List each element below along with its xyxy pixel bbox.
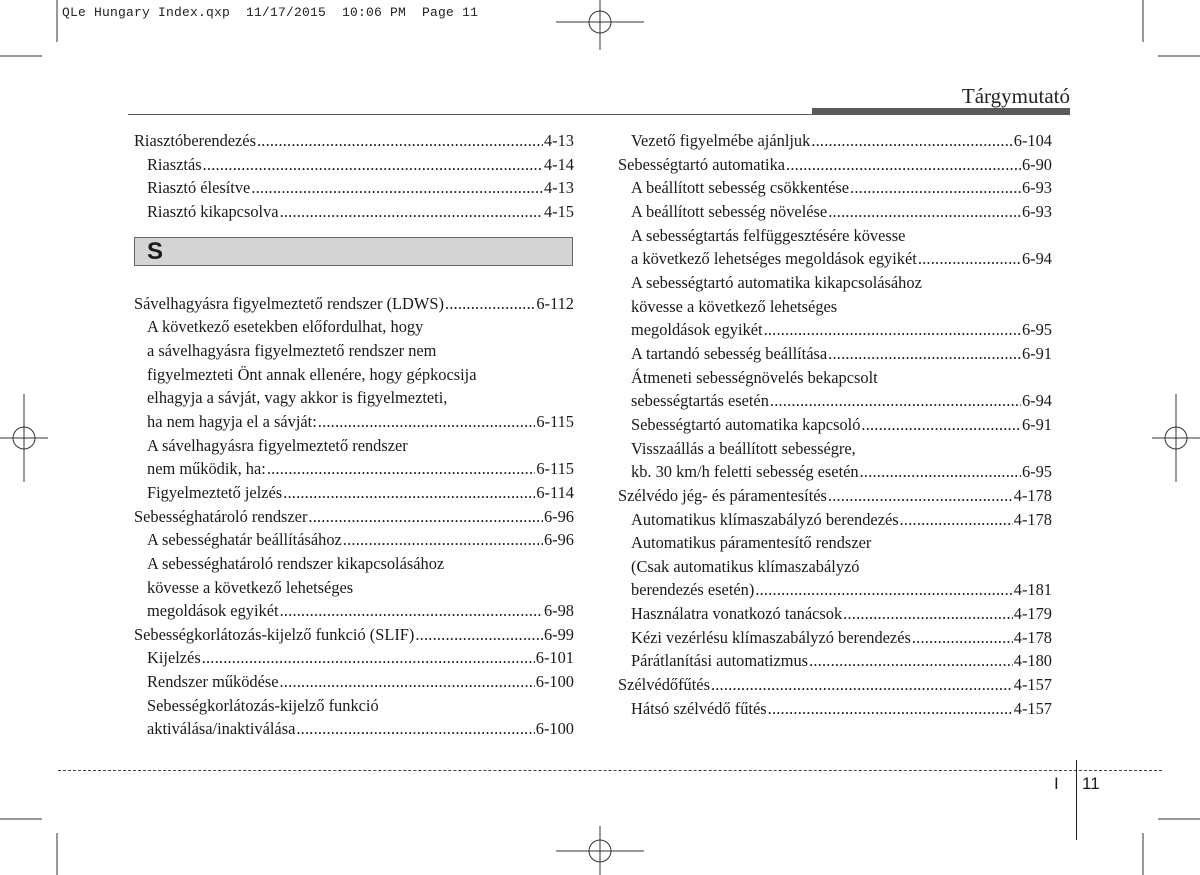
index-entry-text: Automatikus páramentesítő rendszer (631, 533, 872, 553)
index-entry-page: 4-180 (1013, 651, 1052, 671)
index-group-right (618, 129, 1052, 720)
leader-dots (343, 528, 543, 552)
index-entry-page: 6-98 (543, 601, 574, 621)
index-entry-text: A sebességtartó automatika kikapcsolásához (631, 272, 922, 292)
leader-dots (283, 481, 535, 505)
index-entry-text: Riasztóberendezés (134, 131, 256, 150)
leader-dots (828, 342, 1021, 366)
index-entry-text: megoldások egyikét (631, 320, 763, 340)
index-entry-page: 6-100 (535, 719, 574, 739)
leader-dots (318, 410, 536, 434)
footer-section-label: I (1054, 774, 1059, 793)
index-entry-text: elhagyja a sávját, vagy akkor is figyelmezteti, (147, 388, 448, 408)
page-number: 11 (1082, 774, 1100, 793)
index-entry-page: 4-14 (543, 154, 574, 174)
index-column-right (618, 129, 1052, 720)
leader-dots (308, 505, 543, 529)
index-entry (134, 434, 574, 458)
index-entry-page: 4-178 (1013, 509, 1052, 529)
leader-dots (296, 717, 534, 741)
index-entry-text: A tartandó sebesség beállítása (631, 343, 828, 363)
index-entry (134, 670, 574, 694)
index-entry (618, 484, 1052, 508)
index-entry-page: 4-157 (1013, 698, 1052, 718)
index-entry-page: 6-99 (543, 624, 574, 644)
index-entry (134, 528, 574, 552)
index-entry (618, 673, 1052, 697)
index-entry-page: 4-13 (543, 178, 574, 198)
index-entry (134, 386, 574, 410)
leader-dots (711, 673, 1013, 697)
leader-dots (809, 649, 1013, 673)
index-entry (134, 339, 574, 363)
index-entry-page: 6-115 (536, 411, 574, 431)
index-entry (134, 717, 574, 741)
index-entry-text: Szélvédo jég- és páramentesítés (618, 485, 827, 505)
index-entry-text: Riasztás (147, 154, 202, 174)
index-entry (134, 410, 574, 434)
index-entry (134, 200, 574, 224)
index-entry-page: 6-93 (1021, 178, 1052, 198)
footer-separator (1076, 760, 1077, 840)
index-entry (134, 576, 574, 600)
header-rule (128, 114, 1070, 115)
index-entry (618, 153, 1052, 177)
index-entry-text: Figyelmeztető jelzés (147, 482, 283, 502)
leader-dots (764, 318, 1021, 342)
index-entry-page: 4-178 (1013, 627, 1052, 647)
index-entry-page: 4-179 (1013, 604, 1052, 624)
index-entry-page: 6-93 (1021, 201, 1052, 221)
leader-dots (257, 129, 543, 153)
leader-dots (770, 389, 1021, 413)
index-entry-page: 6-90 (1021, 154, 1052, 174)
index-entry-text: Átmeneti sebességnövelés bekapcsolt (631, 367, 878, 387)
leader-dots (861, 413, 1021, 437)
index-entry (618, 295, 1052, 319)
index-entry (618, 247, 1052, 271)
index-entry-page: 6-91 (1021, 414, 1052, 434)
index-entry-text: A sebességhatár beállításához (147, 530, 342, 550)
leader-dots (280, 599, 543, 623)
leader-dots (786, 153, 1021, 177)
index-entry-text: aktiválása/inaktiválása (147, 719, 296, 739)
index-entry (134, 176, 574, 200)
index-entry (618, 437, 1052, 461)
index-entry-text: figyelmezteti Önt annak ellenére, hogy gépkocsija (147, 364, 477, 384)
leader-dots (202, 646, 535, 670)
index-entry (618, 602, 1052, 626)
index-entry-text: Riasztó élesítve (147, 178, 251, 198)
index-entry (134, 153, 574, 177)
index-entry-page: 6-96 (543, 530, 574, 550)
index-entry (134, 315, 574, 339)
index-entry-text: megoldások egyikét (147, 601, 279, 621)
index-entry-text: Hátsó szélvédő fűtés (631, 698, 767, 718)
index-group-s (134, 292, 574, 741)
index-entry-page: 6-101 (535, 648, 574, 668)
registration-mark-bottom (556, 826, 644, 875)
leader-dots (768, 697, 1013, 721)
index-entry (618, 413, 1052, 437)
index-entry-text: A következő esetekben előfordulhat, hogy (147, 317, 424, 337)
index-entry (134, 292, 574, 316)
section-letter-box (134, 237, 573, 266)
index-entry-text: Kijelzés (147, 648, 201, 668)
index-entry-text: Kézi vezérlésu klímaszabályzó berendezés (631, 627, 911, 647)
index-entry (618, 176, 1052, 200)
index-entry-text: Sávelhagyásra figyelmeztető rendszer (LDWS) (134, 293, 444, 313)
index-entry-page: 6-91 (1021, 343, 1052, 363)
index-entry-page: 6-112 (536, 293, 574, 313)
index-entry-page: 6-94 (1021, 249, 1052, 269)
index-entry-text: Sebességkorlátozás-kijelző funkció (SLIF) (134, 624, 415, 644)
index-entry-text: A beállított sebesség növelése (631, 201, 828, 221)
index-entry-text: nem működik, ha: (147, 459, 266, 479)
leader-dots (251, 176, 543, 200)
index-entry (618, 578, 1052, 602)
leader-dots (445, 292, 535, 316)
index-entry (134, 599, 574, 623)
footer-dashed-rule (58, 770, 1162, 771)
index-entry-page: 6-94 (1021, 391, 1052, 411)
index-entry-text: a következő lehetséges megoldások egyikét (631, 249, 917, 269)
index-entry (618, 200, 1052, 224)
leader-dots (900, 508, 1013, 532)
index-entry (134, 363, 574, 387)
index-entry-page: 6-100 (535, 672, 574, 692)
index-column-left (134, 129, 574, 741)
index-entry (134, 646, 574, 670)
registration-mark-left (0, 394, 48, 482)
index-entry-text: kb. 30 km/h feletti sebesség esetén (631, 462, 859, 482)
registration-mark-right (1152, 394, 1200, 482)
leader-dots (828, 200, 1021, 224)
index-entry-text: Sebességtartó automatika kapcsoló (631, 414, 861, 434)
index-entry-text: Sebességhatároló rendszer (134, 506, 308, 526)
index-entry-text: Automatikus klímaszabályzó berendezés (631, 509, 899, 529)
index-entry (618, 129, 1052, 153)
index-entry-text: Visszaállás a beállított sebességre, (631, 438, 856, 458)
index-entry-text: A sebességhatároló rendszer kikapcsolásához (147, 553, 445, 573)
index-entry-text: Szélvédőfűtés (618, 675, 710, 695)
index-entry (618, 460, 1052, 484)
leader-dots (918, 247, 1021, 271)
page-title: Tárgymutató (961, 84, 1070, 108)
index-entry (618, 318, 1052, 342)
index-entry-text: ha nem hagyja el a sávját: (147, 411, 317, 431)
leader-dots (203, 153, 543, 177)
index-entry (618, 342, 1052, 366)
leader-dots (828, 484, 1013, 508)
index-entry (134, 457, 574, 481)
leader-dots (843, 602, 1013, 626)
index-entry (618, 649, 1052, 673)
index-entry (134, 129, 574, 153)
index-entry-text: a sávelhagyásra figyelmeztető rendszer nem (147, 340, 437, 360)
index-entry (618, 626, 1052, 650)
index-entry (134, 552, 574, 576)
index-entry (134, 481, 574, 505)
registration-mark-top (556, 0, 644, 50)
index-entry (618, 389, 1052, 413)
index-entry-page: 4-15 (543, 201, 574, 221)
leader-dots (755, 578, 1012, 602)
index-entry-page: 4-13 (543, 131, 574, 150)
leader-dots (811, 129, 1012, 153)
index-entry-text: kövesse a következő lehetséges (631, 296, 838, 316)
index-entry-text: Használatra vonatkozó tanácsok (631, 604, 843, 624)
leader-dots (860, 460, 1021, 484)
index-entry (134, 623, 574, 647)
index-entry-page: 4-181 (1013, 580, 1052, 600)
index-entry (618, 271, 1052, 295)
index-entry (618, 531, 1052, 555)
index-entry (134, 694, 574, 718)
leader-dots (415, 623, 543, 647)
leader-dots (850, 176, 1021, 200)
index-entry (134, 505, 574, 529)
index-entry-text: Sebességkorlátozás-kijelző funkció (147, 695, 379, 715)
index-entry-text: Párátlanítási automatizmus (631, 651, 809, 671)
index-entry-text: sebességtartás esetén (631, 391, 769, 411)
index-entry (618, 366, 1052, 390)
index-entry-page: 4-157 (1013, 675, 1052, 695)
index-entry-text: berendezés esetén) (631, 580, 755, 600)
section-letter: S (147, 237, 164, 265)
index-entry-text: A sávelhagyásra figyelmeztető rendszer (147, 435, 408, 455)
index-entry-page: 6-114 (536, 482, 574, 502)
index-entry-text: Rendszer működése (147, 672, 279, 692)
index-entry-text: (Csak automatikus klímaszabályzó (631, 556, 860, 576)
index-group-r (134, 129, 574, 224)
index-entry (618, 697, 1052, 721)
index-entry (618, 224, 1052, 248)
leader-dots (280, 200, 543, 224)
index-entry-page: 6-104 (1013, 131, 1052, 150)
index-entry-text: Riasztó kikapcsolva (147, 201, 279, 221)
leader-dots (912, 626, 1013, 650)
index-entry-text: Sebességtartó automatika (618, 154, 786, 174)
leader-dots (280, 670, 535, 694)
index-entry-text: A sebességtartás felfüggesztésére kövesse (631, 225, 906, 245)
leader-dots (267, 457, 536, 481)
index-entry-page: 4-178 (1013, 485, 1052, 505)
index-entry-page: 6-95 (1021, 462, 1052, 482)
index-entry-text: Vezető figyelmébe ajánljuk (631, 131, 811, 150)
index-entry-text: A beállított sebesség csökkentése (631, 178, 850, 198)
index-entry-text: kövesse a következő lehetséges (147, 577, 354, 597)
index-entry-page: 6-96 (543, 506, 574, 526)
index-entry-page: 6-95 (1021, 320, 1052, 340)
print-slug: QLe Hungary Index.qxp 11/17/2015 10:06 PM Page 11 (62, 5, 479, 20)
index-entry-page: 6-115 (536, 459, 574, 479)
index-entry (618, 555, 1052, 579)
index-entry (618, 508, 1052, 532)
